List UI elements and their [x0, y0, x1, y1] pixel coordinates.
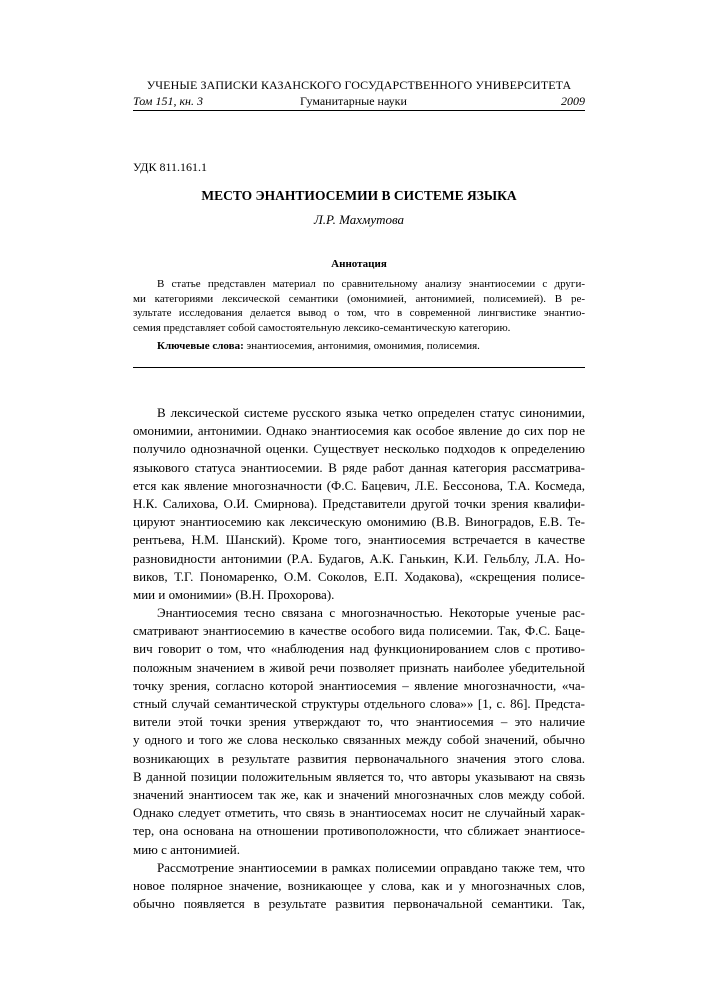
abstract-text	[133, 277, 585, 336]
body-line: вич говорит о том, что «наблюдения над функционированием слов с противо-	[133, 641, 585, 657]
abstract-line: семия представляет собой самостоятельную лексико-семантическую категорию.	[133, 322, 511, 335]
body-line: В лексической системе русского языка четко определен статус синонимии,	[157, 405, 585, 420]
body-line: положным значением в живой речи позволяет признать наиболее убедительной	[133, 659, 585, 675]
body-text	[133, 404, 585, 913]
body-line: обычно появляется в результате развития первоначальной семантики. Так,	[133, 896, 585, 912]
journal-volume: Том 151, кн. 3	[133, 94, 204, 108]
body-line: разновидности антонимии (Р.А. Будагов, А.К. Ганькин, К.И. Гельблу, Л.А. Но-	[133, 550, 585, 566]
body-line: точку зрения, согласно которой энантиосемия – явление многозначности, «ча-	[133, 677, 585, 693]
journal-meta	[133, 94, 585, 110]
keywords	[157, 340, 480, 352]
body-line: получило однозначной оценки. Существует несколько подходов к определению	[133, 441, 585, 457]
body-line: цируют энантиосемию как лексическую омонимию (В.В. Виноградов, Е.В. Те-	[133, 514, 585, 530]
body-line: возникающих в результате развития первоначального значения этого слова.	[133, 750, 585, 766]
keywords-label: Ключевые слова:	[157, 340, 244, 352]
article-title: МЕСТО ЭНАНТИОСЕМИИ В СИСТЕМЕ ЯЗЫКА	[201, 188, 517, 203]
journal-section: Гуманитарные науки	[300, 94, 407, 108]
keywords-list: энантиосемия, антонимия, омонимия, полисемия.	[243, 340, 480, 352]
body-line: Н.К. Салихова, О.И. Смирнова). Представители другой точки зрения квалифи-	[133, 495, 585, 511]
body-line: омонимии, антонимии. Однако энантиосемия как особое явление до сих пор не	[133, 423, 585, 439]
abstract-heading: Аннотация	[331, 258, 387, 270]
abstract-line: зультате исследования делается вывод о том, что в современной лингвистике энантио-	[133, 307, 585, 320]
abstract-rule	[133, 367, 585, 368]
body-line: В данной позиции положительным является то, что авторы указывают на связь	[133, 768, 585, 784]
body-line: Однако следует отметить, что связь в энантиосемах носит не случайный харак-	[133, 805, 585, 821]
body-line: новое полярное значение, возникающее у слова, как и у многозначных слов,	[133, 877, 585, 893]
body-line: языкового статуса энантиосемии. В ряде работ данная категория рассматрива-	[133, 459, 585, 475]
body-line: у одного и того же слова несколько связанных между собой значений, обычно	[133, 732, 585, 748]
body-line: значений энантиосем так же, как и значений многозначных слов между собой.	[133, 786, 585, 802]
body-line: рентьева, Н.М. Шанский). Кроме того, энантиосемия встречается в качестве	[133, 532, 585, 548]
article-author: Л.Р. Махмутова	[313, 212, 405, 227]
body-line: стный случай семантической структуры отдельного слова»» [1, с. 86]. Предста-	[133, 696, 585, 711]
abstract-line: ми категориями лексической семантики (омонимией, антонимией, полисемией). В ре-	[133, 292, 585, 305]
body-line: виков, Т.Г. Пономаренко, О.М. Соколов, Е.П. Ходакова), «скрещения полисе-	[133, 568, 585, 584]
header-rule	[133, 110, 585, 111]
body-line: тер, она основана на отношении противоположности, что сближает энантиосе-	[133, 823, 585, 839]
journal-year: 2009	[561, 94, 585, 108]
body-line: Рассмотрение энантиосемии в рамках полисемии оправдано также тем, что	[157, 859, 585, 875]
body-line: сматривают энантиосемию в качестве особого вида полисемии. Так, Ф.С. Баце-	[133, 623, 585, 639]
body-line: мию с антонимией.	[133, 841, 240, 857]
body-line: Энантиосемия тесно связана с многозначностью. Некоторые ученые рас-	[157, 605, 585, 621]
body-line: ется как явление многозначности (Ф.С. Бацевич, Л.Е. Бессонова, Т.А. Космеда,	[133, 477, 585, 493]
abstract-line: В статье представлен материал по сравнительному анализу энантиосемии с други-	[157, 278, 585, 290]
journal-title: УЧЕНЫЕ ЗАПИСКИ КАЗАНСКОГО ГОСУДАРСТВЕННОГО УНИВЕРСИТЕТА	[146, 78, 572, 92]
body-line: мии и омонимии» (В.Н. Прохорова).	[133, 586, 335, 602]
udk-code: УДК 811.161.1	[133, 160, 208, 174]
body-line: вители этой точки зрения утверждают то, что энантиосемия – это наличие	[133, 714, 585, 730]
